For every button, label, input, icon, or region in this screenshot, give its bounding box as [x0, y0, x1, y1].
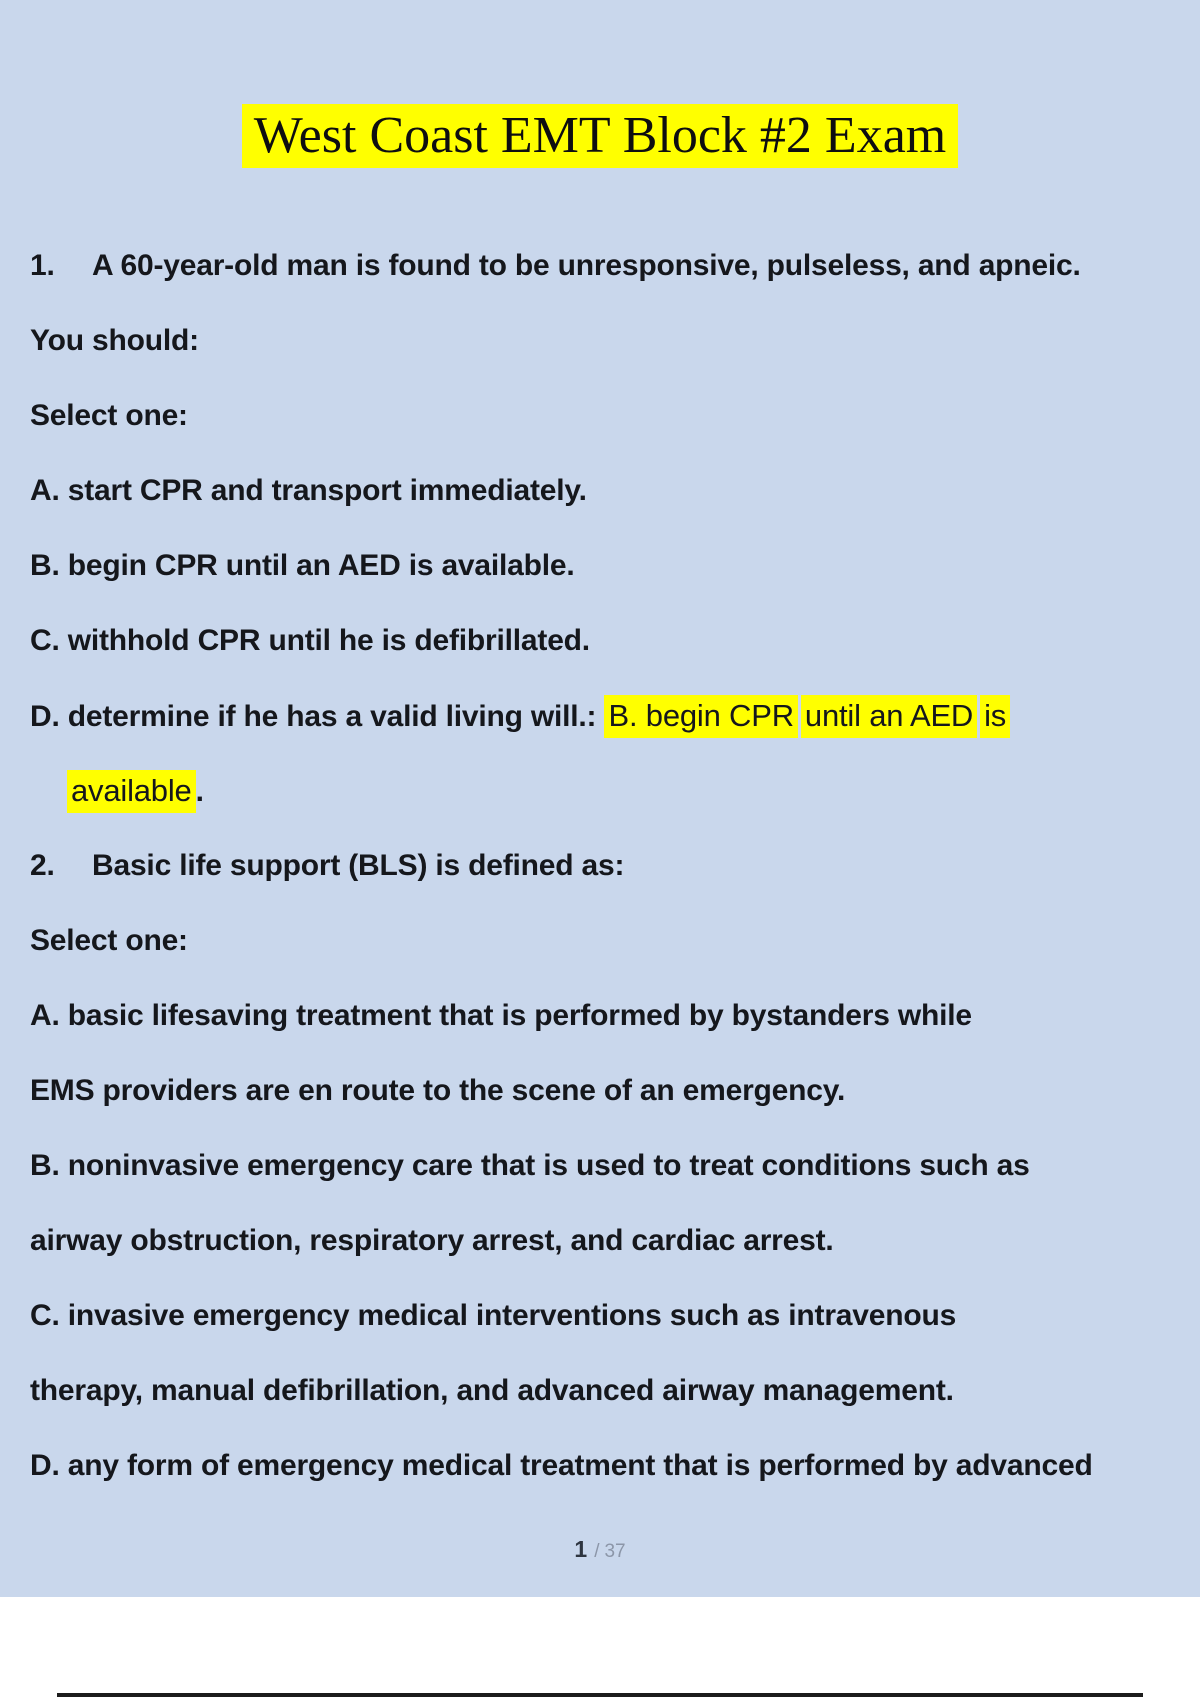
text-line: therapy, manual defibrillation, and advanced airway management. — [30, 1374, 954, 1407]
text-line: You should: — [30, 324, 199, 357]
question-number: 2. — [30, 849, 55, 882]
answer-highlight: B. begin CPR — [604, 695, 797, 738]
text-line: C. invasive emergency medical interventions such as intravenous — [30, 1299, 957, 1332]
text-line: airway obstruction, respiratory arrest, and cardiac arrest. — [30, 1224, 834, 1257]
question-text: A 60-year-old man is found to be unresponsive, pulseless, and apneic. — [92, 249, 1081, 282]
option-text: . — [195, 775, 204, 808]
question-text: Basic life support (BLS) is defined as: — [92, 849, 625, 882]
question-line — [0, 228, 1200, 303]
current-page-number: 1 — [574, 1536, 588, 1562]
answer-highlight: available — [67, 770, 196, 813]
answer-highlight: until an AED — [801, 695, 977, 738]
answer-line — [0, 678, 1200, 753]
text-line: A. basic lifesaving treatment that is performed by bystanders while — [30, 999, 972, 1032]
answer-line — [0, 753, 1200, 828]
text-line: B. noninvasive emergency care that is used to treat conditions such as — [30, 1149, 1030, 1182]
page-indicator — [0, 1534, 1200, 1568]
text-line: Select one: — [30, 924, 188, 957]
document-lines — [0, 228, 1200, 1503]
text-line: A. start CPR and transport immediately. — [30, 474, 587, 507]
page-title: West Coast EMT Block #2 Exam — [242, 104, 958, 168]
total-page-count: 37 — [604, 1541, 626, 1562]
option-text: D. determine if he has a valid living will.: — [30, 700, 605, 733]
title-band — [0, 0, 1200, 168]
page-divider-line — [57, 1693, 1143, 1697]
question-line — [0, 828, 1200, 903]
question-number: 1. — [30, 249, 55, 282]
text-line: D. any form of emergency medical treatment that is performed by advanced — [30, 1449, 1093, 1482]
answer-highlight: is — [980, 695, 1010, 738]
text-line: C. withhold CPR until he is defibrillated. — [30, 624, 590, 657]
text-line: B. begin CPR until an AED is available. — [30, 549, 575, 582]
text-line: Select one: — [30, 399, 188, 432]
page-separator: / — [594, 1541, 600, 1562]
text-line: EMS providers are en route to the scene of an emergency. — [30, 1074, 846, 1107]
